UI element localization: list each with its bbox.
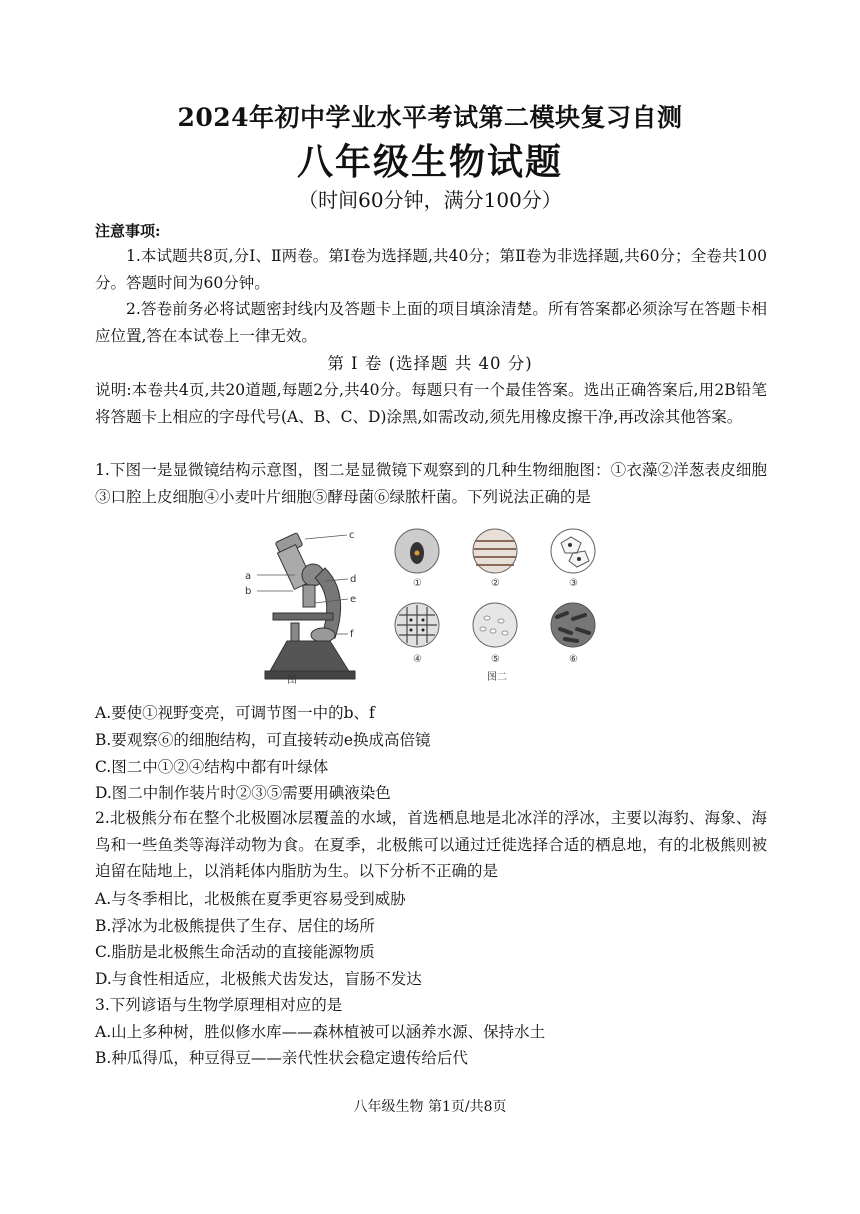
label-e: e xyxy=(350,594,357,605)
question-2-option-a: A.与冬季相比，北极熊在夏季更容易受到威胁 xyxy=(95,890,406,908)
question-1-option-b: B.要观察⑥的细胞结构，可直接转动e换成高倍镜 xyxy=(95,731,431,749)
question-2-option-b: B.浮冰为北极熊提供了生存、居住的场所 xyxy=(95,917,375,935)
label-a: a xyxy=(245,571,252,582)
cell-number-2: ② xyxy=(491,578,500,589)
question-2-stem: 2.北极熊分布在整个北极圈冰层覆盖的水域，首选栖息地是北冰洋的浮冰，主要以海豹、海象、海鸟和一些鱼类等海洋动物为食。在夏季，北极熊可以通过迁徙选择合适的栖息地，有的北极熊则被迫留在陆地上，以消耗体内脂肪为生。以下分析不正确的是 xyxy=(95,809,767,881)
cell-number-4: ④ xyxy=(413,654,422,665)
cell-number-1: ① xyxy=(413,578,422,589)
cell-number-6: ⑥ xyxy=(569,654,578,665)
cell-3-oral-epithelium xyxy=(551,529,595,573)
question-2-option-c: C.脂肪是北极熊生命活动的直接能源物质 xyxy=(95,943,375,961)
figure-1-caption: 图一 xyxy=(287,675,307,686)
notes-heading: 注意事项: xyxy=(95,222,161,240)
page-footer: 八年级生物 第1页/共8页 xyxy=(353,1099,507,1115)
time-info: （时间60分钟，满分100分） xyxy=(298,188,562,212)
cell-5-yeast xyxy=(473,603,517,647)
notes-item-1: 1.本试题共8页,分Ⅰ、Ⅱ两卷。第Ⅰ卷为选择题,共40分；第Ⅱ卷为非选择题,共60分；全卷共100分。答题时间为60分钟。 xyxy=(95,247,767,292)
question-1-figure xyxy=(245,523,625,693)
cell-1-chlamydomonas xyxy=(395,529,439,573)
question-3-option-b: B.种瓜得瓜，种豆得豆——亲代性状会稳定遗传给后代 xyxy=(95,1049,468,1067)
question-3-option-a: A.山上多种树，胜似修水库——森林植被可以涵养水源、保持水土 xyxy=(95,1023,546,1041)
cell-number-3: ③ xyxy=(569,578,578,589)
label-c: c xyxy=(349,530,355,541)
question-1-option-c: C.图二中①②④结构中都有叶绿体 xyxy=(95,758,329,776)
question-1-option-d: D.图二中制作装片时②③⑤需要用碘液染色 xyxy=(95,784,391,802)
question-3-stem: 3.下列谚语与生物学原理相对应的是 xyxy=(95,996,343,1014)
subject-title: 八年级生物试题 xyxy=(296,141,563,183)
cell-2-onion-epidermis xyxy=(473,529,517,573)
microscope-diagram xyxy=(265,533,355,679)
label-b: b xyxy=(245,586,252,597)
label-f: f xyxy=(350,629,354,640)
notes-item-2: 2.答卷前务必将试题密封线内及答题卡上面的项目填涂清楚。所有答案都必须涂写在答题卡相应位置,答在本试卷上一律无效。 xyxy=(95,300,767,345)
cell-4-wheat-leaf xyxy=(395,603,439,647)
label-d: d xyxy=(350,574,357,585)
exam-title: 2024年初中学业水平考试第二模块复习自测 xyxy=(177,103,683,132)
question-2-option-d: D.与食性相适应，北极熊犬齿发达，盲肠不发达 xyxy=(95,970,422,988)
cell-number-5: ⑤ xyxy=(491,654,500,665)
question-1-option-a: A.要使①视野变亮，可调节图一中的b、f xyxy=(95,704,375,722)
cell-6-pseudomonas xyxy=(551,603,595,647)
figure-2-caption: 图二 xyxy=(487,672,507,683)
section-title: 第 Ⅰ 卷 (选择题 共 40 分) xyxy=(327,354,533,373)
question-1-stem: 1.下图一是显微镜结构示意图，图二是显微镜下观察到的几种生物细胞图：①衣藻②洋葱表皮细胞③口腔上皮细胞④小麦叶片细胞⑤酵母菌⑥绿脓杆菌。下列说法正确的是 xyxy=(95,461,767,506)
section-instructions: 说明:本卷共4页,共20道题,每题2分,共40分。每题只有一个最佳答案。选出正确答案后,用2B铅笔将答题卡上相应的字母代号(A、B、C、D)涂黑,如需改动,须先用橡皮擦干净,再改涂其他答案。 xyxy=(95,381,767,426)
